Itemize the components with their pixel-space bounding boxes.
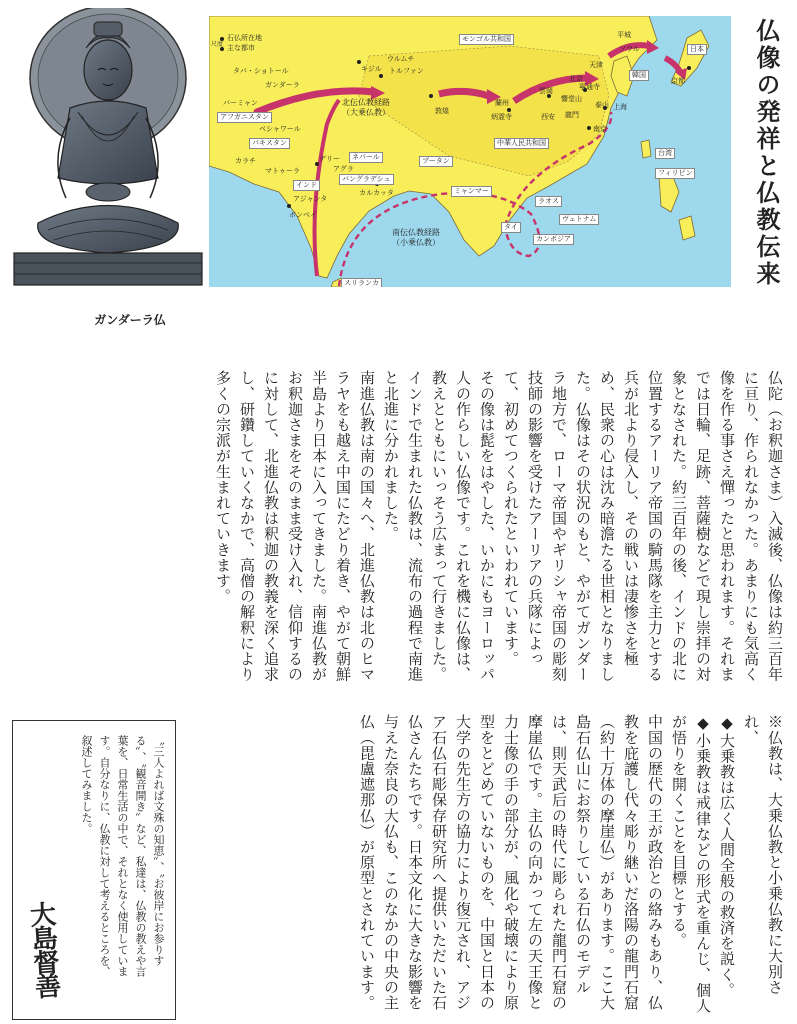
gandhara-buddha-illustration [8,8,206,290]
paragraph: 仏陀（お釈迦さま）入滅後、仏像は約三百年に亘り、作られなかった。あまりにも気高く像を作る事さえ憚ったと思われます。それまでは日輪、足跡、菩薩樹などで現し崇拝の対象となされた。約三百年の後、インドの北に位置するアーリア帝国の騎馬隊を主力とする兵が北より侵入し、その戦いは凄惨さを極め、民衆の心は沈み暗澹たる世相となりました。仏像はその状況のもと、やがてガンダーラ地方で、ローマ帝国やギリシャ帝国の彫刻技師の影響を受けたアーリアの兵隊によって、初めてつくられたといわれています。 [502,370,784,682]
label-bangladesh: バングラデシュ [339,174,394,185]
label-afghanistan: アフガニスタン [217,112,272,123]
label-korea: 韓国 [629,70,649,81]
city-peshawar: ベシャワール [259,125,301,133]
city-kyoto: 京都 [671,77,685,85]
label-philippines: フィリピン [655,168,695,179]
map-base [209,16,731,287]
buddhism-spread-map [209,16,731,287]
city-bingling: 炳霊寺 [491,113,512,121]
legend-buddhist-site: 石仏所在地 [227,34,262,42]
label-bhutan: ブータン [419,156,453,167]
label-japan: 日本 [687,44,707,55]
city-seoul: ソウル [619,45,640,53]
label-taiwan: 台湾 [655,148,675,159]
city-yungang: 雲岡 [539,87,553,95]
city-beijing: 北京 [569,75,583,83]
northern-route-label: 北伝仏教経路 （大乗仏教） [342,98,390,117]
page-title: 仏像の発祥と仏教伝来 [752,18,780,288]
city-kyuhokuji: 響堂山 [561,95,582,103]
city-shanghai: 上海 [613,103,627,111]
body-text-lower [212,714,787,1020]
city-ajanta: アジャンタ [293,195,328,203]
city-pyongyang: 平城 [617,31,631,39]
label-nepal: ネパール [349,152,383,163]
note-paragraph: ※仏教は、大乗仏教と小乗仏教に大別され、 [742,714,784,995]
paragraph: 中国の歴代の王が政治との絡みもあり、仏教を庇護し代々彫り継いだ洛陽の龍門石窟（約十万体の摩崖仏）があります。ここ大島石仏山にお祭りしている石仏のモデルは、則天武后の時代に彫られた龍門石窟の摩崖仏です。主仏の向かって左の天王像と力士像の手の部分が、風化や破壊により原型をとどめていないものを、中国と日本の大学の先生方の協力により復元され、アジア石仏石彫保存研究所へ提供いただいた石仏さんたちです。日本文化に大きな影響を与えた奈良の大仏も、このなかの中央の主仏（毘盧遮那仏）が原型とされています。 [358,714,664,1011]
southern-route-label: 南伝仏教経路 （小乗仏教） [392,228,440,247]
city-xian: 西安 [541,113,555,121]
legend-capital: 主な都市 [227,44,255,52]
note-hinayana: ◆小乗教は戒律などの形式を重んじ、個人が悟りを開くことを目標とする。 [670,714,712,1014]
label-india: インド [293,180,320,191]
city-bamiyan: バーミャン [223,99,258,107]
label-laos: ラオス [535,196,562,207]
city-calcutta: カルカッタ [359,189,394,197]
paragraph: 南進仏教は南の国々へ、北進仏教は北のヒマラヤをも越え中国にたどり着き、やがて朝鮮半島より日本に入ってきました。南進仏教がお釈迦さまをそのまま受け入れ、信仰するのに対して、北進仏教は釈迦の教義を深く追求し、研鑽していくなかで、高僧の解釈により多くの宗派が生まれていきます。 [214,370,376,682]
label-pakistan: パキスタン [249,138,290,149]
author-note-text: 〝三人よれば文殊の知恵〟、〝お彼岸にお参りする〟、〝観音開き〟など、私達は、仏教の教えや言葉を、日常生活の中で、それとなく使用しています。自分なりに、仏教に対して考えるところを、叙述してみました。 [80,735,165,977]
city-delhi: デリー [319,155,340,163]
label-myanmar: ミャンマー [451,186,492,197]
note-mahayana: ◆大乗教は広く人間全般の救済を説く。 [718,714,736,998]
city-turfan: トルファン [389,67,424,75]
label-mongolia: モンゴル共和国 [459,34,514,45]
city-huangshi: 寧通寺 [579,83,600,91]
label-cambodia: カンボジア [533,234,574,245]
city-taishan: 泰山 [595,101,609,109]
city-tianjin: 天津 [589,61,603,69]
city-urumqi: ウルムチ [387,55,415,63]
city-gandhara: ガンダーラ [265,81,300,89]
city-bombay: ボンベイ [289,211,317,219]
body-text-upper [8,370,787,690]
city-kizil: キジル [361,65,382,73]
city-mathura: マトゥーラ [265,167,300,175]
label-china: 中華人民共和国 [494,138,549,149]
paragraph: その像は髭をはやした、いかにもヨーロッパ人の作らしい仏像です。これを機に仏像は、教えとともにいっそう広まって行きました。インドで生まれた仏教は、流布の過程で南進と北進に分かれました。 [382,370,496,682]
label-vietnam: ヴェトナム [559,214,599,225]
author-signature: 大島督善 [24,900,62,998]
city-taxila: タバ・ショトール [233,67,289,75]
label-sri-lanka: スリランカ [341,278,382,287]
city-nanjing: 南京 [593,125,607,133]
legend-scale: 尺度 [211,41,224,48]
label-thailand: タイ [501,222,521,233]
city-dunhuang: 敦煌 [435,107,449,115]
city-karachi: カラチ [235,157,256,165]
buddha-caption: ガンダーラ仏 [94,313,166,327]
city-longmen: 龍門 [565,111,579,119]
city-lanzhou: 蘭州 [495,99,509,107]
city-agra: アグラ [333,165,354,173]
author-note-box [12,720,176,1020]
